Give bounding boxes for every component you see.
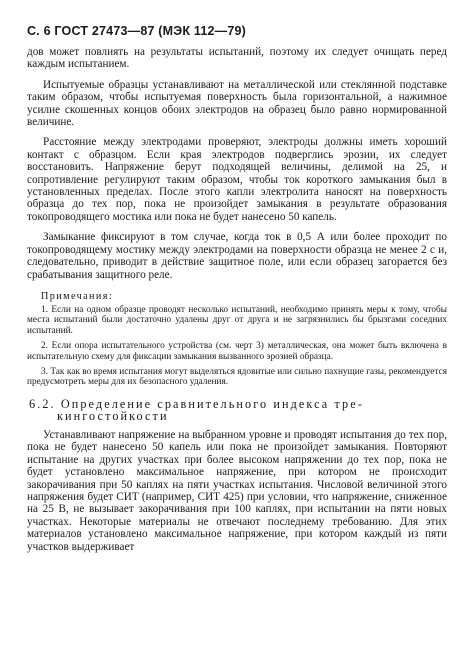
note-1: 1. Если на одном образце проводят несколько испытаний, необходимо принять меры к тому, чтобы места испытаний были достаточно удалены друг от друга и не загрязнились бы брызгами соседних испытаний. [27, 304, 447, 336]
note-2: 2. Если опора испытательного устройства (см. черт 3) металлическая, она может быть включена в испытательную схему для фиксации замыкания вызванного эрозией образца. [27, 341, 447, 362]
paragraph-specimens: Испытуемые образцы устанавливают на металлической или стеклянной подставке таким образом, чтобы испытуемая поверхность была горизонтальной, а нажимное усилие скошенных концов обоих электродов на образец было равно нормированной величине. [27, 78, 447, 129]
section-title-line1: Определение сравнительного индекса тре- [60, 396, 364, 411]
document-body [27, 46, 447, 553]
section-number: 6.2. [29, 396, 56, 411]
document-page [27, 0, 447, 661]
section-heading [27, 398, 447, 423]
paragraph-continuation: дов может повлиять на результаты испытаний, поэтому их следует очищать перед каждым испытанием. [27, 46, 447, 71]
note-3: 3. Так как во время испытания могут выделяться ядовитые или сильно пахнущие газы, рекомендуется предусмотреть меры для их безопасного удаления. [27, 366, 447, 388]
section-paragraph: Устанавливают напряжение на выбранном уровне и проводят испытания до тех пор, пока не будет нанесено 50 капель или пока не произойдет замыкания. Повторяют испытание на других участках при более высоком напряжении до тех пор, пока не будет установлено максимальное напряжение, при котором не происходит закорачивания при 50 каплях на пяти участках испытания. Числовой величиной этого напряжения будет СИТ (например, СИТ 425) при условии, что напряжение, сниженное на 25 В, не вызывает закорачивания при 100 каплях, при испытании на пяти новых участках. Некоторые материалы не отвечают последнему требованию. Для этих материалов установлено максимальное напряжение, при котором каждый из пяти участков выдерживает [27, 428, 447, 553]
section-title-line2: кингостойкости [57, 409, 169, 424]
page-header: С. 6 ГОСТ 27473—87 (МЭК 112—79) [27, 24, 247, 38]
paragraph-short-circuit: Замыкание фиксируют в том случае, когда ток в 0,5 А или более проходит по токопроводящему мостику между электродами на поверхности образца не менее 2 с и, следовательно, приводит в действие защитное поле, или если образец загорается без срабатывания защитного реле. [27, 231, 447, 281]
notes-title: Примечания: [41, 290, 114, 302]
paragraph-electrodes: Расстояние между электродами проверяют, электроды должны иметь хороший контакт с образцом. Если края электродов подверглись эрозии, их следует восстановить. Напряжение берут подходящей величины, делимой на 25, и сопротивление регулируют таким образом, чтобы ток короткого замыкания был в установленных пределах. После этого капли электролита наносят на поверхность образца до тех пор, пока не произойдет замыкания в результате образования токопроводящего мостика или пока не будет нанесено 50 капель. [27, 136, 447, 223]
